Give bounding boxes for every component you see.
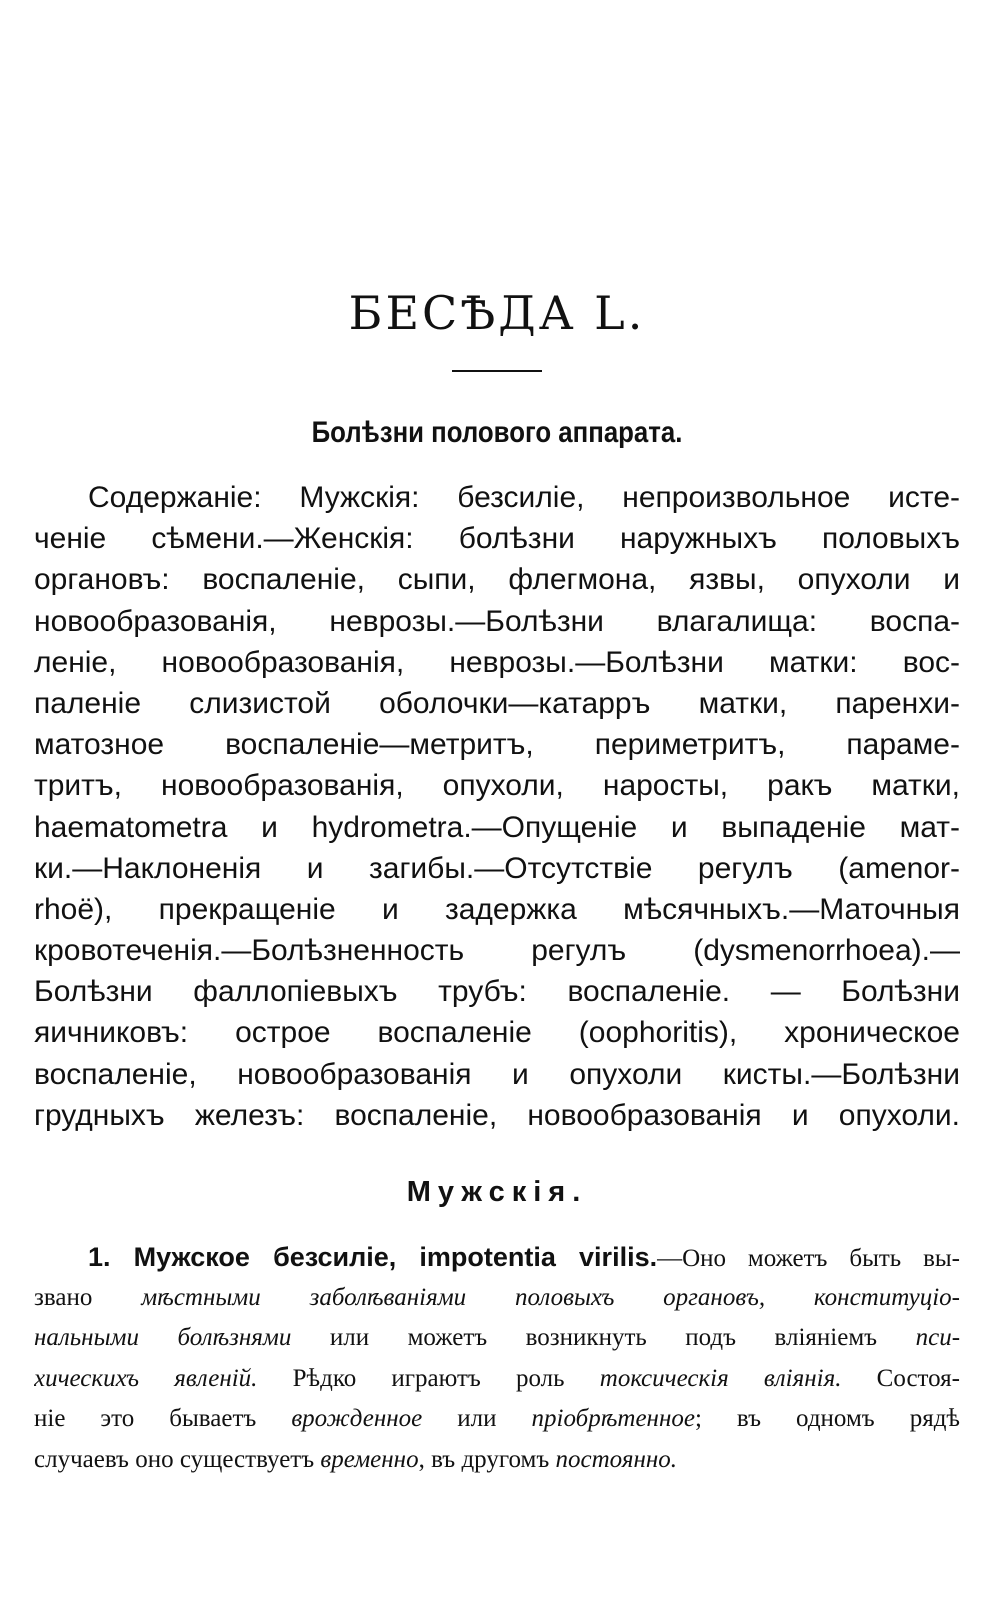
text-run: или (422, 1405, 532, 1432)
contents-line: органовъ: воспаленіе, сыпи, флегмона, язвы, опухоли и (34, 563, 960, 597)
text-run: Рѣдко играютъ роль (257, 1364, 600, 1392)
contents-line: Болѣзни фаллопіевыхъ трубъ: воспаленіе. — Болѣзни (34, 975, 960, 1009)
emphasis-run: хическихъ явленій. (34, 1364, 258, 1392)
text-run: ніе это бываетъ (34, 1405, 292, 1432)
contents-line: яичниковъ: острое воспаленіе (oophoritis), хроническое (34, 1016, 960, 1050)
text-run: , въ другомъ (418, 1445, 556, 1473)
chapter-title: БЕСѢДА L. (348, 286, 646, 340)
contents-line: новообразованія, неврозы.—Болѣзни влагалища: воспа- (34, 604, 960, 638)
contents-line: rhoё), прекращеніе и задержка мѣсячныхъ.—Маточныя (34, 892, 960, 926)
contents-line: матозное воспаленіе—метритъ, периметритъ, параме- (34, 728, 960, 762)
paragraph-lead: 1. Мужское безсиліе, impotentia virilis. (88, 1242, 658, 1272)
paragraph-line (34, 1318, 960, 1359)
chapter-contents (34, 477, 960, 1136)
emphasis-run: токсическія вліянія. (599, 1364, 842, 1392)
contents-line: грудныхъ железъ: воспаленіе, новообразованія и опухоли. (34, 1098, 960, 1132)
paragraph-line (34, 1399, 960, 1440)
contents-line: Содержаніе: Мужскія: безсиліе, непроизвольное исте- (88, 481, 960, 514)
contents-line: тритъ, новообразованія, опухоли, наросты, ракъ матки, (34, 769, 960, 803)
paragraph-line (34, 1359, 960, 1400)
emphasis-run: пси- (915, 1324, 960, 1351)
contents-line: ки.—Наклоненія и загибы.—Отсутствіе регулъ (amenor- (34, 851, 960, 885)
text-run: случаевъ оно существуетъ (34, 1445, 321, 1473)
emphasis-run: мѣстными заболѣваніями половыхъ органовъ, конституціо- (141, 1283, 960, 1311)
title-divider (452, 370, 542, 372)
emphasis-run: временно (320, 1445, 419, 1473)
emphasis-run: постоянно. (555, 1445, 677, 1473)
contents-line: воспаленіе, новообразованія и опухоли кисты.—Болѣзни (34, 1057, 960, 1091)
contents-line: леніе, новообразованія, неврозы.—Болѣзни матки: вос- (34, 645, 960, 679)
text-run: ; въ одномъ рядѣ (694, 1405, 960, 1432)
paragraph-line (34, 1237, 960, 1278)
section-heading: Мужскія. (406, 1176, 588, 1208)
emphasis-run: врожденное (291, 1405, 423, 1432)
body-paragraph (34, 1237, 960, 1480)
emphasis-run: пріобрѣтенное (531, 1405, 695, 1432)
text-run: или можетъ возникнуть подъ вліяніемъ (291, 1324, 916, 1351)
contents-line: haematometra и hydrometra.—Опущеніе и выпаденіе мат- (34, 810, 960, 844)
contents-line: кровотеченія.—Болѣзненность регулъ (dysmenorrhoea).— (34, 934, 960, 968)
contents-line: ченіе сѣмени.—Женскія: болѣзни наружныхъ половыхъ (34, 522, 960, 556)
text-run: звано (34, 1283, 142, 1311)
chapter-subject: Болѣзни полового аппарата. (311, 416, 683, 449)
contents-line: паленіе слизистой оболочки—катарръ матки, паренхи- (34, 686, 960, 720)
paragraph-line (34, 1278, 960, 1319)
paragraph-line (34, 1440, 960, 1481)
text-run: Состоя- (841, 1364, 960, 1392)
text-run: —Оно можетъ быть вы- (657, 1245, 960, 1272)
emphasis-run: нальными болѣзнями (34, 1324, 292, 1351)
book-page (34, 0, 960, 1600)
